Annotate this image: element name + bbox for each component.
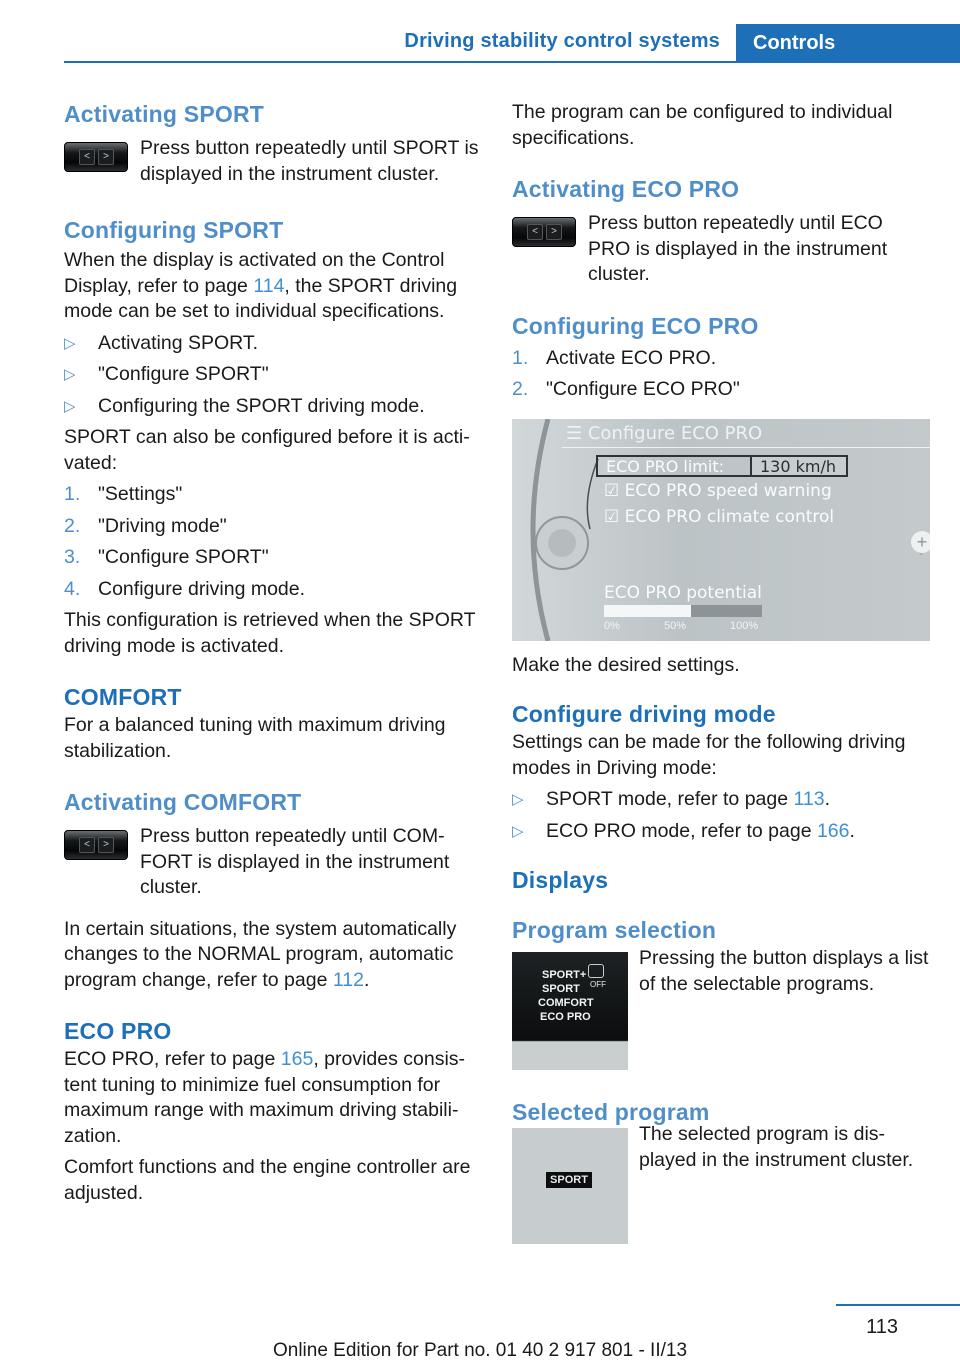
heading-comfort: COMFORT — [64, 684, 182, 710]
program-list-screenshot — [512, 952, 628, 1070]
eco-limit-row[interactable]: ECO PRO limit: 130 km/h — [596, 455, 848, 477]
heading-configure-driving-mode: Configure driving mode — [512, 701, 776, 727]
configure-before-text: SPORT can also be configured before it is activated: — [64, 426, 470, 474]
heading-activating-comfort: Activating COMFORT — [64, 789, 302, 815]
list-item: ▷ SPORT mode, refer to page 113. — [512, 787, 930, 813]
eco-potential-bar — [604, 605, 762, 617]
list-item: 1. "Settings" — [64, 483, 183, 505]
eco-potential-label: ECO PRO potential — [604, 582, 762, 603]
activating-eco-text: Press button repeatedly until ECO PRO is displayed in the instrument cluster. — [588, 212, 888, 285]
eco-button-block — [512, 211, 930, 288]
heading-displays: Displays — [512, 867, 609, 893]
heading-configuring-eco-pro: Configuring ECO PRO — [512, 312, 759, 339]
plus-icon: + — [911, 531, 930, 553]
eco-pro-text: ECO PRO, refer to page 165, provides consistent tuning to minimize fuel consumption for maximum range with maximum driving stabilization. — [64, 1048, 466, 1147]
program-selection-block — [512, 947, 930, 1070]
settings-icon: ☰ — [566, 422, 588, 444]
checkbox-checked-icon: ☑ — [604, 506, 625, 527]
right-column — [512, 100, 930, 1244]
heading-activating-eco-pro: Activating ECO PRO — [512, 176, 740, 202]
eco-potential-fill — [604, 605, 691, 617]
driving-dynamics-button-icon: < > — [512, 217, 576, 247]
eco-limit-value: 130 km/h — [750, 457, 846, 475]
list-item: ▷ "Configure SPORT" — [64, 362, 482, 388]
eco-scale-0: 0% — [604, 619, 620, 632]
selected-program-screenshot — [512, 1128, 628, 1244]
configure-sport-steps — [64, 482, 482, 602]
activating-sport-text: Press button repeatedly until SPORT is displayed in the instrument cluster. — [140, 137, 479, 185]
eco-speed-warning-option[interactable]: ☑ ECO PRO speed warning — [604, 480, 832, 501]
program-selection-text: Pressing the button displays a list of the selectable programs. — [639, 947, 929, 995]
configuration-retrieved-text: This configuration is retrieved when the SPORT driving mode is activated. — [64, 609, 476, 657]
comfort-functions-text: Comfort functions and the engine controller are adjusted. — [64, 1156, 471, 1204]
make-settings-text: Make the desired settings. — [512, 653, 740, 676]
page-link[interactable]: 165 — [280, 1048, 314, 1070]
left-column — [64, 100, 482, 1206]
page-link[interactable]: 113 — [793, 788, 825, 810]
driving-dynamics-button-icon: < > — [64, 142, 128, 172]
footer-rule — [836, 1304, 960, 1306]
page-header — [0, 0, 960, 64]
sport-badge: SPORT — [546, 1172, 592, 1188]
heading-program-selection: Program selection — [512, 917, 717, 943]
list-item: ▷ Activating SPORT. — [64, 331, 482, 357]
selected-program-block — [512, 1123, 930, 1244]
heading-selected-program: Selected program — [512, 1099, 710, 1125]
eco-climate-control-option[interactable]: ☑ ECO PRO climate control — [604, 506, 835, 527]
driving-mode-bullets — [512, 787, 930, 844]
chapter-tab: Controls — [736, 24, 960, 62]
list-item: 2. "Driving mode" — [64, 514, 227, 537]
section-title: Driving stability control systems — [404, 30, 720, 52]
eco-scale-100: 100% — [730, 619, 759, 632]
screen-title-rule — [562, 447, 930, 448]
program-configurable-text: The program can be configured to individual specifications. — [512, 101, 893, 149]
program-list: SPORT+ SPORT COMFORT ECO PRO — [538, 969, 594, 1023]
screen-title: ☰ Configure ECO PRO — [566, 422, 763, 444]
list-item: ▷ ECO PRO mode, refer to page 166. — [512, 819, 930, 845]
checkbox-checked-icon: ☑ — [604, 480, 625, 501]
configure-eco-steps — [512, 346, 930, 403]
heading-configuring-sport: Configuring SPORT — [64, 217, 284, 243]
dsc-off-icon — [588, 964, 604, 978]
heading-eco-pro: ECO PRO — [64, 1018, 172, 1044]
eco-scale-50: 50% — [664, 619, 687, 632]
activating-comfort-text: Press button repeatedly until COMFORT is displayed in the instrument cluster. — [140, 825, 450, 898]
edition-text: Online Edition for Part no. 01 40 2 917 801 - II/13 — [272, 1340, 688, 1361]
heading-activating-sport: Activating SPORT — [64, 101, 265, 127]
configuring-sport-text: When the display is activated on the Control Display, refer to page 114, the SPORT driving mode can be set to individual specifications. — [64, 249, 458, 322]
page-link[interactable]: 112 — [332, 968, 364, 991]
list-item: 1. Activate ECO PRO. — [512, 346, 717, 369]
automatic-change-text: In certain situations, the system automatically changes to the NORMAL program, automatic program change, refer to page 112. — [64, 917, 457, 991]
comfort-text: For a balanced tuning with maximum driving stabilization. — [64, 714, 446, 762]
list-item: ▷ Configuring the SPORT driving mode. — [64, 394, 482, 420]
control-display-screenshot — [512, 419, 930, 641]
configure-driving-mode-text: Settings can be made for the following driving modes in Driving mode: — [512, 731, 906, 779]
sport-button-block — [64, 136, 482, 190]
page-link[interactable]: 166 — [816, 819, 850, 842]
list-item: 4. Configure driving mode. — [64, 577, 306, 600]
list-item: 2. "Configure ECO PRO" — [512, 378, 740, 400]
list-item: 3. "Configure SPORT" — [64, 546, 269, 568]
header-rule — [64, 61, 960, 63]
comfort-button-block — [64, 824, 482, 901]
page-link[interactable]: 114 — [253, 274, 285, 297]
driving-dynamics-button-icon: < > — [64, 830, 128, 860]
page-number: 113 — [866, 1316, 898, 1338]
configure-sport-bullets — [64, 331, 482, 420]
off-label: OFF — [590, 980, 606, 989]
selected-program-text: The selected program is displayed in the instrument cluster. — [639, 1123, 914, 1171]
